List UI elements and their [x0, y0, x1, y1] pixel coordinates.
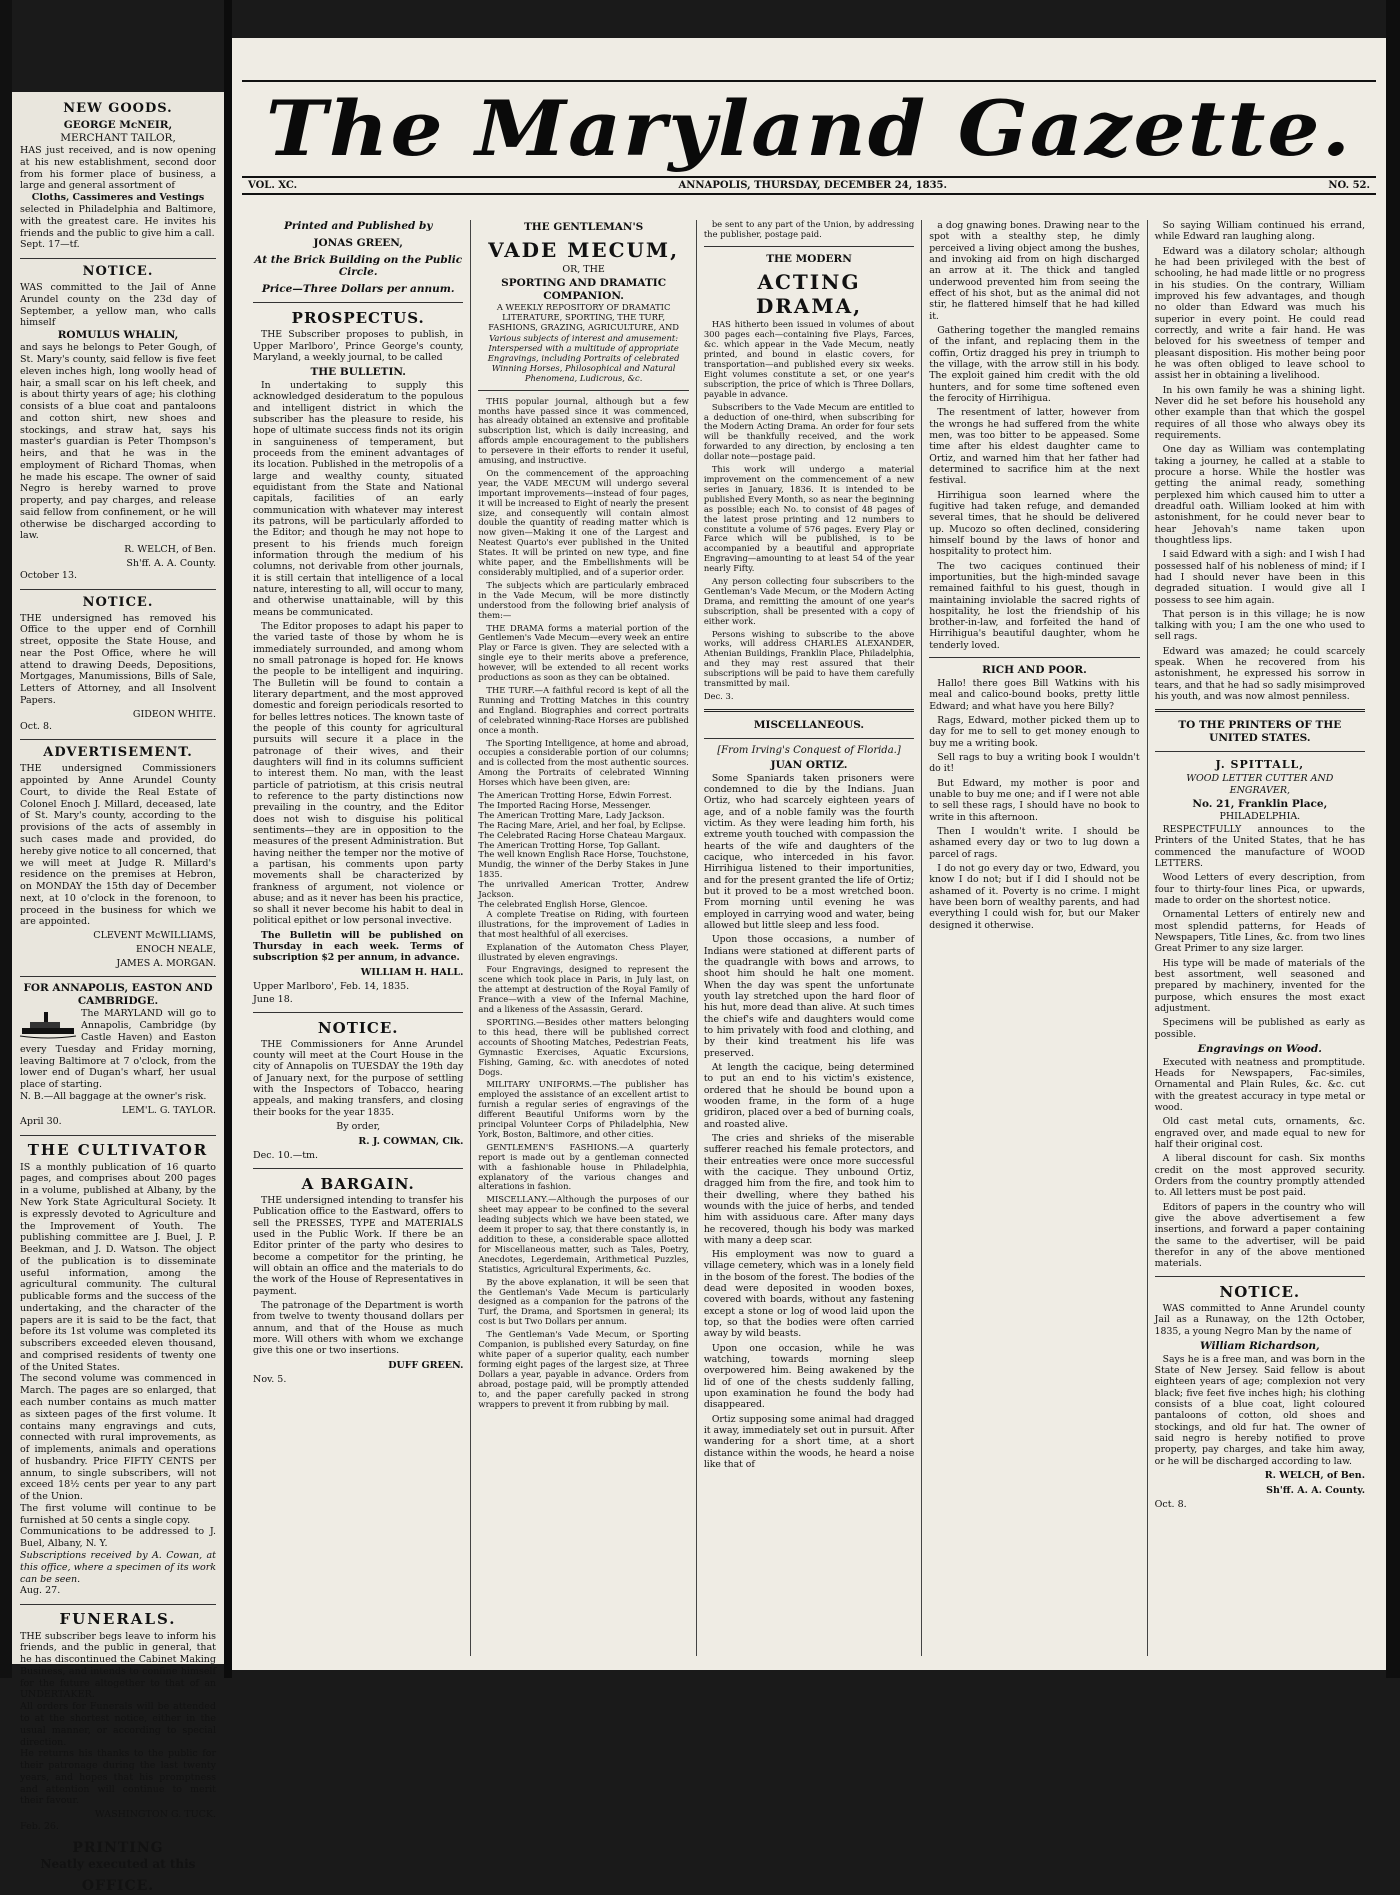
ad-note: N. B.—All baggage at the owner's risk.	[20, 1090, 207, 1102]
engravings-heading: Engravings on Wood.	[1197, 1042, 1322, 1055]
paragraph: So saying William continued his errand, while Edward ran laughing along.	[1154, 220, 1366, 243]
paragraph: The cries and shrieks of the miserable sufferer reached his female protectors, and their entreaties were once more successful with the cacique. They unbound Ortiz, dragged him from the fire, and took him to their dwelling, where they bathed his wounds with the juice of herbs, and tended him with assiduous care. After many days he recovered, though his body was marked with many a deep scar.	[703, 1132, 915, 1246]
advertiser-address: No. 21, Franklin Place,	[1192, 797, 1328, 810]
divider	[1155, 751, 1365, 752]
list-item: The celebrated English Horse, Glencoe.	[478, 899, 648, 910]
heading: NOTICE.	[82, 594, 154, 610]
heading: ADVERTISEMENT.	[43, 745, 193, 761]
ad-body: THE subscriber begs leave to inform his friends, and the public in general, that he has discontinued the Cabinet Making Business, and intends to confine himself for the future altogether to that of an UNDERTAKER.	[20, 1630, 216, 1701]
paragraph: Subscribers to the Vade Mecum are entitled to a deduction of one-third, when subscribing for the Modern Acting Drama. An order for four sets will be thankfully received, and the work forwarded to any direction, by enclosing a ten dollar note—postage paid.	[703, 401, 915, 462]
paragraph: Gathering together the mangled remains of the infant, and replacing them in the coffin, Ortiz dragged his prey in triumph to the village, with the arrow still in his body. The exploit gained him credit with the old hunters, and for some time softened even the ferocity of Hirrihigua.	[929, 324, 1140, 404]
ad-date: Dec. 3.	[703, 691, 734, 702]
subscription-price: Price—Three Dollars per annum.	[261, 283, 455, 296]
paragraph: MILITARY UNIFORMS.—The publisher has employed the assistance of an excellent artist to furnish a regular series of engravings of the different Beautiful Uniforms worn by the principal Volunteer Corps of Philadelphia, New York, Boston, Baltimore, and other cities.	[478, 1079, 689, 1139]
paragraph: The Editor proposes to adapt his paper to the varied taste of those by whom he is immediately surrounded, and among whom no small patronage is hoped for. He knows the people to be intelligent and inquiring. The Bulletin will be found to contain a literary department, and the most approved domestic and foreign periodicals resorted to for belles lettres notices. The known taste of the people of this county for agricultural pursuits will secure it a place in the patronage of their wives, and their daughters will find in its columns sufficient to interest them. No man, with the least particle of patriotism, at this crisis neutral to reference to the party distinctions now prevailing in the country, and the Editor does not wish to disguise his political sentiments—they are in opposition to the measures of the present Administration. But having neither the temper nor the motive of a partisan, his comments upon party movements shall be characterized by frankness of argument, not violence or abuse; and as it never has been his practice, so shall it never become his habit to deal in political epithet or low personal invective.	[253, 620, 464, 927]
divider	[20, 1135, 216, 1136]
paragraph: Some Spaniards taken prisoners were condemned to die by the Indians. Juan Ortiz, who had scarcely eighteen years of age, and of a noble family was the fourth victim. As they were leading him forth, his extreme youth touched with compassion the hearts of the wife and daughters of the cacique, who interceded in his favor. Hirrihigua listened to their importunities, and for the present granted the life of Ortiz; but it proved to be a most wretched boon. From morning until evening he was employed in carrying wood and water, being allowed but little sleep and less food.	[703, 772, 915, 931]
divider	[20, 976, 216, 977]
ad-body: The second volume was commenced in March. The pages are so enlarged, that each number contains as much matter as sixteen pages of the first volume. It contains many engravings and cuts, connected with rural improvements, as of implements, animals and operations of husbandry. Price FIFTY CENTS per annum, to single subscribers, will not exceed 18½ cents per year to any part of the Union.	[20, 1373, 216, 1503]
paragraph: be sent to any part of the Union, by addressing the publisher, postage paid.	[703, 219, 915, 239]
ad-body: HAS just received, and is now opening at his new establishment, second door from his former place of business, a large and general assortment of	[20, 145, 216, 192]
scan-edge	[1386, 0, 1400, 1678]
paragraph: RESPECTFULLY announces to the Printers of the United States, that he has commenced the manufacture of WOOD LETTERS.	[1154, 823, 1366, 869]
miscellaneous-heading: MISCELLANEOUS.	[753, 718, 865, 731]
signature: DUFF GREEN.	[388, 1359, 464, 1371]
dateline-bar	[242, 176, 1376, 195]
divider	[929, 657, 1139, 658]
column-4	[921, 220, 1146, 1656]
issue-date: ANNAPOLIS, THURSDAY, DECEMBER 24, 1835.	[678, 180, 947, 192]
paragraph: THE DRAMA forms a material portion of the Gentlemen's Vade Mecum—every week an entire Play or Farce is given. They are selected with a single eye to their merits above a preference, however, will be extended to all recent works productions as soon as they can be obtained.	[478, 622, 689, 683]
list-item: The American Trotting Horse, Top Gallant.	[478, 839, 661, 850]
heading: THE MODERN	[766, 252, 852, 265]
paragraph: His type will be made of materials of the best assortment, well seasoned and prepared by machinery, invented for the purpose, which ensures the most exact adjustment.	[1154, 957, 1366, 1014]
notice-office	[20, 595, 216, 733]
scan-gutter	[0, 0, 12, 1678]
paragraph: The Bulletin will be published on Thursday in each week. Terms of subscription $2 per annum, in advance.	[253, 929, 464, 964]
prospectus-heading: PROSPECTUS.	[291, 308, 425, 327]
paragraph: Then I wouldn't write. I should be ashamed every day or two to lug down a parcel of rags.	[929, 825, 1140, 860]
paragraph: The resentment of latter, however from the wrongs he had suffered from the white men, was too bitter to be appeased. Some time after his eldest daughter came to Ortiz, and warned him that her father had determined to sacrifice him at the next festival.	[929, 407, 1140, 487]
ad-body: He returns his thanks to the public for their patronage during the last twenty years, and hopes that his promptness and attention will continue to merit their favour.	[20, 1748, 216, 1807]
notice-date: Oct. 8.	[1154, 1499, 1187, 1511]
paragraph: THE TURF.—A faithful record is kept of all the Running and Trotting Matches in this country and England. Biographies and correct portraits of celebrated winning-Race Horses are published once a month.	[478, 684, 689, 735]
heading: A WEEKLY REPOSITORY OF DRAMATIC LITERATURE, SPORTING, THE TURF, FASHIONS, GRAZING, AGRICULTURE, AND	[488, 302, 680, 333]
bulletin-title: THE BULLETIN.	[310, 366, 406, 379]
masthead	[242, 80, 1376, 195]
printing-office: OFFICE.	[81, 1877, 155, 1894]
paragraph: The subjects which are particularly embraced in the Vade Mecum, will be more distinctly understood from the following brief analysis of them:—	[478, 579, 689, 620]
column-5	[1147, 220, 1372, 1656]
paragraph: MISCELLANY.—Although the purposes of our sheet may appear to be confined to the several leading subjects which we have been stated, we deem it proper to say, that there constantly is, in addition to these, a considerable space allotted for Miscellaneous matter, such as Tales, Poetry, Anecdotes, Legerdemain, Arithmetical Puzzles, Statistics, Agricultural Experiments, &c.	[478, 1194, 689, 1274]
ad-body: Communications to be addressed to J. Buel, Albany, N. Y.	[20, 1526, 216, 1550]
notice-date: Oct. 8.	[20, 720, 53, 732]
paragraph: Ornamental Letters of entirely new and most splendid patterns, for Heads of Newspapers, Title Lines, &c. from two lines Great Primer to any size larger.	[1154, 909, 1366, 955]
paragraph: THIS popular journal, although but a few months have passed since it was commenced, has already obtained an extensive and profitable subscription list, which is daily increasing, and affords ample encouragement to the publishers to persevere in their efforts to render it useful, amusing, and instructive.	[478, 395, 689, 466]
column-3	[696, 220, 921, 1656]
signature: R. WELCH, of Ben.	[1264, 1469, 1366, 1481]
vade-mecum-title: VADE MECUM,	[488, 237, 680, 262]
paragraph: I said Edward with a sigh: and I wish I had possessed half of his nobleness of mind; if I had I should never have been in this degraded situation. I would give all I possess to see him again.	[1154, 549, 1366, 606]
paragraph: But Edward, my mother is poor and unable to buy me one; and if I were not able to sell these rags, I should have no book to write in this afternoon.	[929, 777, 1140, 823]
heading: THE CULTIVATOR	[27, 1141, 209, 1160]
paragraph: The two caciques continued their importunities, but the high-minded savage remained faithful to his guest, though in maintaining inviolable the sacred rights of hospitality, he lost the friendship of his brother-in-law, and forfeited the hand of Hirrihigua's beautiful daughter, whom he tenderly loved.	[929, 560, 1140, 651]
notice-date: Dec. 10.—tm.	[253, 1150, 319, 1162]
paragraph: Specimens will be published as early as possible.	[1154, 1017, 1366, 1040]
left-page-fragment	[12, 92, 224, 1894]
article-source: [From Irving's Conquest of Florida.]	[717, 744, 901, 756]
list-item: The Celebrated Racing Horse Chateau Margaux.	[478, 829, 687, 840]
paragraph: Sell rags to buy a writing book I wouldn't do it!	[929, 751, 1140, 775]
notice-name: ROMULUS WHALIN,	[57, 329, 179, 342]
divider	[1155, 709, 1365, 712]
steamboat-icon	[20, 1010, 76, 1040]
heading: Various subjects of interest and amusement: Interspersed with a multitude of appropriate Engravings, including Portraits of celebrated Winning Horses, Philosophical and Natural Phenomena, Ludicrous, &c.	[487, 333, 680, 383]
list-item: The well known English Race Horse, Touchstone, Mundig, the winner of the Derby Stakes in June 1835.	[478, 849, 689, 880]
printer-place: At the Brick Building on the Public Circle.	[254, 253, 463, 279]
paragraph: Four Engravings, designed to represent the scene which took place in Paris, in July last, on the attempt at destruction of the Royal Family of France—with a view of the Infernal Machine, and a likeness of the Assassin, Gerard.	[478, 964, 689, 1015]
paragraph: Hirrihigua soon learned where the fugitive had taken refuge, and demanded several times, that he should be delivered up. Mucozo so often declined, considering himself bound by the laws of honor and hospitality to protect him.	[929, 489, 1140, 558]
heading: FOR ANNAPOLIS, EASTON AND	[23, 982, 213, 995]
heading: CAMBRIDGE.	[77, 995, 159, 1008]
paragraph: In his own family he was a shining light. Never did he set before his household any other example than that which the gospel requires of all those who always obey its requirements.	[1154, 384, 1366, 441]
list-item: The Racing Mare, Ariel, and her foal, by Eclipse.	[478, 819, 686, 830]
heading: SPORTING AND DRAMATIC COMPANION.	[501, 276, 667, 302]
paragraph: One day as William was contemplating taking a journey, he called at a stable to procure a horse. While the hostler was getting the animal ready, something perplexed him which caused him to utter a dreadful oath. William looked at him with astonishment, for he could never bear to hear Jehovah's name taken upon thoughtless lips.	[1154, 444, 1366, 546]
divider	[704, 246, 914, 247]
paragraph: The Sporting Intelligence, at home and abroad, occupies a considerable portion of our columns; and is collected from the most authentic sources. Among the Portraits of celebrated Winning Horses which have been given, are:	[478, 737, 689, 788]
advertiser-name: J. SPITTALL,	[1215, 758, 1305, 772]
signature-date: June 18.	[253, 993, 293, 1005]
paragraph: Edward was a dilatory scholar; although he had been privileged with the best of schooling, he had made little or no progress in his studies. On the contrary, William improved his few advantages, and though no older than Edward was much his superior in every point. He could read correctly, and write a fair hand. He was beloved for his sweetness of temper and pleasant disposition. His mother being poor he was often obliged to leave school to assist her in obtaining a livelihood.	[1154, 245, 1366, 382]
signature: LEM'L. G. TAYLOR.	[121, 1104, 216, 1116]
notice-by: By order,	[336, 1121, 381, 1133]
heading: FUNERALS.	[59, 1610, 177, 1629]
paragraph: The Gentleman's Vade Mecum, or Sporting Companion, is published every Saturday, on fine white paper of a superior quality, each number forming eight pages of the largest size, at Three Dollars a year, payable in advance. Orders from abroad, postage paid, will be promptly attended to, and the paper carefully packed in strong wrappers to prevent it from rubbing by mail.	[478, 1329, 689, 1409]
paragraph: THE undersigned intending to transfer his Publication office to the Eastward, offers to sell the PRESSES, TYPE and MATERIALS used in the Public Work. If there be an Editor printer of the party who desires to become a competitor for the printing, he will obtain an office and the materials to do the work of the House of Representatives in payment.	[253, 1195, 464, 1297]
paragraph: At length the cacique, being determined to put an end to his victim's existence, ordered that he should be bound upon a wooden frame, in the form of a huge gridiron, placed over a bed of burning coals, and roasted alive.	[703, 1061, 915, 1130]
ad-body: The first volume will continue to be furnished at 50 cents a single copy.	[20, 1502, 216, 1526]
advertiser-trade: WOOD LETTER CUTTER AND ENGRAVER,	[1186, 773, 1334, 797]
ad-goods: Cloths, Cassimeres and Vestings	[31, 192, 205, 204]
ad-body: THE undersigned Commissioners appointed by Anne Arundel County Court, to divide the Real Estate of Colonel Enoch J. Millard, deceased, late of St. Mary's county, according to the provisions of the acts of assembly in such cases made and provided, do hereby give notice to all concerned, that we will meet at Judge R. Millard's residence on the premises at Hebron, on MONDAY the 15th day of December next, at 10 o'clock in the forenoon, to proceed in the business for which we are appointed.	[20, 763, 216, 928]
paragraph: On the commencement of the approaching year, the VADE MECUM will undergo several important improvements—instead of four pages, it will be increased to Eight of nearly the present size, and consequently will contain almost double the quantity of reading matter which is now given—Making it one of the Largest and Neatest Quarto's ever published in the United States. It will be printed on new type, and fine white paper, and the Embellishments will be considerably multiplied, and of a superior order.	[478, 467, 689, 578]
ad-date: Aug. 27.	[20, 1585, 61, 1597]
rich-and-poor-heading: RICH AND POOR.	[982, 664, 1087, 677]
signature: R. J. COWMAN, Clk.	[358, 1135, 464, 1147]
divider	[20, 739, 216, 740]
paragraph: WAS committed to Anne Arundel county Jail as a Runaway, on the 12th October, 1835, a young Negro Man by the name of	[1154, 1302, 1366, 1337]
ad-date: April 30.	[20, 1116, 62, 1128]
bargain-heading: A BARGAIN.	[301, 1174, 415, 1193]
paragraph: HAS hitherto been issued in volumes of about 300 pages each—containing five Plays, Farces, &c. which appear in the Vade Mecum, neatly printed, and bound in elastic covers, for transportation—and published every six weeks. Eight volumes constitute a set, or one year's subscription, the price of which is Three Dollars, payable in advance.	[703, 319, 915, 399]
ad-subscriptions: Subscriptions received by A. Cowan, at this office, where a specimen of its work can be seen.	[20, 1549, 216, 1585]
article-title: JUAN ORTIZ.	[770, 758, 848, 771]
signature: R. WELCH, of Ben.	[124, 544, 216, 556]
printing-subheading: Neatly executed at this	[40, 1857, 196, 1871]
ad-steamboat	[20, 982, 216, 1128]
paragraph: a dog gnawing bones. Drawing near to the spot with a stealthy step, he dimly perceived a living object among the bushes, and invoking aid from on high discharged an arrow at it. The thick and tangled underwood prevented him from seeing the effect of his shot, but as the animal did not stir, he flattered himself that he had killed it.	[929, 220, 1140, 322]
printing-heading: PRINTING	[72, 1839, 164, 1856]
masthead-rule	[242, 80, 1376, 82]
divider	[253, 302, 463, 303]
printed-by: Printed and Published by	[283, 220, 433, 232]
divider	[20, 258, 216, 259]
ad-body: All orders for Funerals will be attended to at the shortest notice, either in the usual manner, or according to special direction.	[20, 1701, 216, 1748]
advertiser-name: GEORGE McNEIR,	[63, 119, 173, 132]
ad-body: IS a monthly publication of 16 quarto pages, and comprises about 200 pages in a volume, published at Albany, by the New York State Agricultural Society. It is expressly devoted to Agriculture and the Improvement of Youth. The publishing committee are J. Buel, J. P. Beekman, and J. D. Watson. The object of the publication is to disseminate useful information, among the agricultural community. The cultural publicable forms and the success of the undertaking, and the character of the papers are it is said to be the fact, that before its 1st volume was completed its subscribers exceeded eleven thousand, and comprised residents of twenty one of the United States.	[20, 1161, 216, 1373]
paragraph: A complete Treatise on Riding, with fourteen illustrations, for the improvement of Ladies in that most healthful of all exercises.	[478, 908, 689, 939]
paragraph: Upon those occasions, a number of Indians were stationed at different parts of the quadrangle with bows and arrows, to shoot him should he halt one moment. When the day was spent the unfortunate youth lay stretched upon the hard floor of his hut, more dead than alive. At such times the chief's wife and daughters would come to him privately with food and clothing, and by their kind treatment his life was preserved.	[703, 934, 915, 1059]
volume-label: VOL. XC.	[248, 180, 298, 192]
paragraph: Explanation of the Automaton Chess Player, illustrated by eleven engravings.	[478, 941, 689, 962]
ad-cultivator	[20, 1141, 216, 1597]
printer-name: JONAS GREEN,	[313, 236, 403, 249]
paragraph: Hallo! there goes Bill Watkins with his meal and calico-bound books, pretty little Edward; and what have you here Billy?	[929, 677, 1140, 712]
notice-runaway	[20, 264, 216, 582]
divider	[704, 738, 914, 739]
divider	[704, 709, 914, 712]
advertiser-trade: MERCHANT TAILOR,	[60, 132, 176, 145]
acting-drama-title: ACTING DRAMA,	[755, 269, 863, 318]
newspaper-title: The Maryland Gazette.	[265, 84, 1353, 174]
paragraph: THE Subscriber proposes to publish, in Upper Marlboro', Prince George's county, Maryland, a weekly journal, to be called	[253, 329, 464, 363]
ad-funerals	[20, 1610, 216, 1833]
paragraph: Any person collecting four subscribers to the Gentleman's Vade Mecum, or the Modern Acting Drama, and remitting the amount of one year's subscription, shall be presented with a copy of either work.	[703, 576, 915, 626]
notice-body: WAS committed to the Jail of Anne Arundel county on the 23d day of September, a yellow man, who calls himself	[20, 282, 216, 329]
notice-name: William Richardson,	[1199, 1339, 1320, 1352]
signature: WILLIAM H. HALL.	[360, 966, 464, 978]
heading: NEW GOODS.	[63, 101, 173, 116]
advertisement-commissioners	[20, 745, 216, 969]
paragraph: Editors of papers in the country who will give the above advertisement a few insertions, and forward a paper containing the same to the advertiser, will be paid therefor in any of the above mentioned materials.	[1154, 1201, 1366, 1270]
ad-date: Feb. 26.	[20, 1820, 59, 1832]
notice-date: October 13.	[20, 569, 78, 581]
heading: THE GENTLEMAN'S	[523, 221, 644, 233]
paragraph: This work will undergo a material improvement on the commencement of a new series in January, 1836. It is intended to be published Every Month, so as near the beginning as possible; each No. to consist of 48 pages of the latest prose printing and 12 numbers to constitute a volume of 576 pages. Every Play or Farce which will be published, is to be accompanied by a beautiful and appropriate Engraving—amounting to at least 54 of the year nearly Fifty.	[703, 464, 915, 574]
paragraph: THE Commissioners for Anne Arundel county will meet at the Court House in the city of Annapolis on TUESDAY the 19th day of January next, for the purpose of settling with the Inspectors of Tobacco, hearing appeals, and making transfers, and closing their books for the year 1835.	[253, 1038, 464, 1118]
list-item: The Imported Racing Horse, Messenger.	[478, 799, 651, 810]
notice-body: and says he belongs to Peter Gough, of St. Mary's county, said fellow is five feet eleven inches high, long woolly head of hair, a small scar on his left cheek, and is about thirty years of age; his clothing consists of a blue coat and pantaloons and cotton shirt, new shoes and stockings, and straw hat, says his master's guardian is Peter Thompson's heirs, and that he was in the employment of Richard Thomas, when he made his escape. The owner of said Negro is hereby warned to prove property, and pay charges, and release said fellow from confinement, or he will otherwise be discharged according to law.	[20, 342, 216, 542]
paragraph: By the above explanation, it will be seen that the Gentleman's Vade Mecum is particularly designed as a companion for the patrons of the Turf, the Drama, and Sportsmen in general; its cost is but Two Dollars per annum.	[478, 1276, 689, 1327]
paragraph: Old cast metal cuts, ornaments, &c. engraved over, and made equal to new for half their original cost.	[1154, 1116, 1366, 1150]
notice-body: THE undersigned has removed his Office to the upper end of Cornhill street, opposite the State House, and near the Post Office, where he will attend to drawing Deeds, Depositions, Mortgages, Manumissions, Bills of Sale, Letters of Attorney, and all Insolvent Papers.	[20, 612, 216, 706]
heading: OR, THE	[562, 264, 605, 276]
paragraph: I do not go every day or two, Edward, you know I do not; but if I did I should not be ashamed of it. Poverty is no crime. I might have been born of wealthy parents, and had everything I could wish for, but our Maker designed it otherwise.	[929, 862, 1140, 931]
paragraph: Edward was amazed; he could scarcely speak. When he recovered from his astonishment, he expressed his sorrow in tears, and that he had so sadly misimproved his youth, and was now almost penniless.	[1154, 645, 1366, 703]
paragraph: Persons wishing to subscribe to the above works, will address CHARLES ALEXANDER, Athenian Buildings, Franklin Place, Philadelphia, and they may rest assured that their subscriptions will be paid to have them carefully transmitted by mail.	[703, 628, 915, 689]
signature-title: Sh'ff. A. A. County.	[1266, 1484, 1366, 1496]
paragraph: SPORTING.—Besides other matters belonging to this head, there will be published correct accounts of Shooting Matches, Pedestrian Feats, Gymnastic Exercises, Aquatic Excursions, Fishing, Gaming, &c. with anecdotes of noted Dogs.	[478, 1016, 689, 1077]
list-item: The American Trotting Mare, Lady Jackson.	[478, 809, 665, 820]
signer: JAMES A. MORGAN.	[116, 957, 216, 969]
columns	[246, 220, 1372, 1656]
list-item: The unrivalled American Trotter, Andrew Jackson.	[478, 879, 689, 900]
ad-new-goods	[20, 101, 216, 251]
paragraph: Wood Letters of every description, from four to thirty-four lines Pica, or upwards, made to order on the shortest notice.	[1154, 872, 1366, 906]
notice-heading: NOTICE.	[1219, 1282, 1301, 1301]
paragraph: GENTLEMEN'S FASHIONS.—A quarterly report is made out by a gentleman connected with a fashionable house in Philadelphia, explanatory of the various changes and alterations in fashion.	[478, 1141, 689, 1192]
column-2	[470, 220, 695, 1656]
bargain-date: Nov. 5.	[253, 1374, 287, 1386]
main-page	[232, 38, 1386, 1670]
ad-body: selected in Philadelphia and Baltimore, with the greatest care. He invites his friends and the public to give him a call.	[20, 203, 216, 239]
advertiser-city: PHILADELPHIA.	[1219, 811, 1301, 823]
divider	[478, 390, 688, 391]
divider	[1155, 1276, 1365, 1277]
divider	[253, 1168, 463, 1169]
column-1	[246, 220, 470, 1656]
ad-date: Sept. 17—tf.	[20, 239, 80, 251]
paragraph: Says he is a free man, and was born in the State of New Jersey. Said fellow is about eighteen years of age; complexion not very black; five feet five inches high; his clothing consists of a blue coat, light coloured pantaloons of cotton, old shoes and stockings, and old fur hat. The owner of said negro is hereby notified to prove property, pay charges, and take him away, or he will be discharged according to law.	[1154, 1353, 1366, 1467]
paragraph: Rags, Edward, mother picked them up to day for me to sell to get money enough to buy me a writing book.	[929, 714, 1140, 749]
printers-heading: TO THE PRINTERS OF THE UNITED STATES.	[1178, 719, 1342, 745]
paragraph: His employment was now to guard a village cemetery, which was in a lonely field in the bosom of the forest. The bodies of the dead were deposited in wooden boxes, covered with boards, without any fastening except a stone or log of wood laid upon the top, so that the bodies were often carried away by wild beasts.	[703, 1249, 915, 1340]
paragraph: Ortiz supposing some animal had dragged it away, immediately set out in pursuit. After wandering for a short time, at a short distance within the woods, he heard a noise like that of	[703, 1413, 915, 1471]
paragraph: In undertaking to supply this acknowledged desideratum to the populous and intelligent district in which the subscriber has the pleasure to reside, his hope of ultimate success finds not its origin in sanguineness of temperament, but proceeds from the eminent advantages of its location. Published in the metropolis of a large and wealthy county, situated equidistant from the State and National capitals, facilities of an early communication with whatever may interest its patrons, will be particularly afforded to the Editor; and though he may not hope to present to his friends much foreign information through the medium of his columns, not derivable from other journals, it is still certain that intelligence of a local nature, interesting to all, will occur to many, and otherwise unattainable, will by this means be communicated.	[253, 380, 464, 618]
paragraph: That person is in this village; he is now talking with you; I am the one who used to sell rags.	[1154, 608, 1366, 643]
signer: ENOCH NEALE,	[136, 943, 216, 955]
horse-list	[478, 791, 688, 910]
ad-body: The MARYLAND will go to Annapolis, Cambridge (by Castle Haven) and Easton every Tuesday and Friday morning, leaving Baltimore at 7 o'clock, from the lower end of Dugan's wharf, her usual place of starting.	[20, 1008, 216, 1091]
signature: WASHINGTON G. TUCK.	[94, 1809, 216, 1821]
divider	[253, 1012, 463, 1013]
signer: CLEVENT McWILLIAMS,	[93, 930, 216, 942]
paragraph: A liberal discount for cash. Six months credit on the most approved security. Orders from the country promptly attended to. All letters must be post paid.	[1154, 1153, 1366, 1199]
issue-number: NO. 52.	[1328, 180, 1370, 192]
signature-title: Sh'ff. A. A. County.	[126, 558, 216, 569]
notice-heading: NOTICE.	[317, 1018, 399, 1037]
paragraph: Executed with neatness and promptitude. Heads for Newspapers, Fac-similes, Ornamental and Plain Rules, &c. &c. cut with the greatest accuracy in type metal or wood.	[1154, 1056, 1366, 1113]
list-item: The American Trotting Horse, Edwin Forrest.	[478, 790, 672, 801]
signature: GIDEON WHITE.	[132, 708, 216, 720]
divider	[20, 1604, 216, 1605]
paragraph: Upon one occasion, while he was watching, towards morning sleep overpowered him. Being awakened by the lid of one of the chests suddenly falling, upon examination he found the body had disappeared.	[703, 1342, 915, 1411]
divider	[20, 589, 216, 590]
signature-place: Upper Marlboro', Feb. 14, 1835.	[253, 981, 410, 993]
heading: NOTICE.	[82, 264, 154, 280]
page-fold	[224, 0, 232, 1678]
paragraph: The patronage of the Department is worth from twelve to twenty thousand dollars per annum, and that of the House as much more. Will others with whom we exchange give this one or two insertions.	[253, 1300, 464, 1357]
